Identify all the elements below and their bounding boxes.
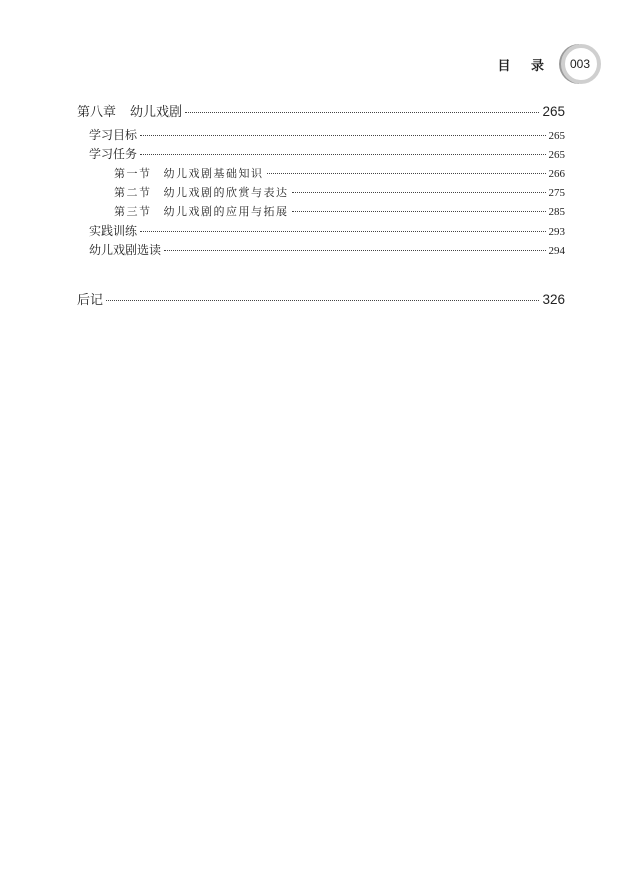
dot-leader: [164, 250, 545, 251]
subsection-page: 285: [548, 206, 565, 218]
toc-afterword-row[interactable]: [77, 289, 565, 308]
section-title: 学习任务: [89, 147, 138, 161]
toc-subsection-row[interactable]: [114, 184, 565, 200]
dot-leader: [140, 231, 545, 232]
subsection-label: 第三节: [114, 206, 152, 218]
dot-leader: [292, 211, 546, 212]
section-title: 幼儿戏剧选读: [89, 243, 162, 257]
subsection-page: 266: [548, 168, 565, 180]
toc-section-row[interactable]: [89, 126, 565, 143]
header-title: 目 录: [497, 58, 552, 74]
subsection-title: 幼儿戏剧的应用与拓展: [163, 206, 289, 218]
page-number: 003: [569, 57, 591, 71]
dot-leader: [185, 112, 539, 113]
dot-leader: [267, 173, 546, 174]
section-page: 294: [548, 245, 565, 257]
subsection-label: 第二节: [114, 187, 152, 199]
section-page: 293: [548, 226, 565, 238]
section-page: 265: [548, 130, 565, 142]
afterword-title: 后记: [77, 293, 104, 308]
toc-subsection-row[interactable]: [114, 203, 565, 219]
page-number-badge: [554, 42, 604, 86]
afterword-page: 326: [542, 292, 565, 307]
toc-subsection-row[interactable]: [114, 165, 565, 181]
toc-chapter-row[interactable]: [77, 101, 565, 120]
toc-section-row[interactable]: [89, 222, 565, 239]
chapter-title: 幼儿戏剧: [130, 105, 183, 120]
dot-leader: [140, 135, 545, 136]
dot-leader: [292, 192, 546, 193]
toc-section-row[interactable]: [89, 241, 565, 258]
dot-leader: [106, 300, 539, 301]
section-page: 265: [548, 149, 565, 161]
subsection-page: 275: [548, 187, 565, 199]
chapter-label: 第八章: [77, 105, 117, 120]
subsection-label: 第一节: [114, 168, 152, 180]
section-title: 学习目标: [89, 128, 138, 142]
running-header: [497, 42, 604, 86]
dot-leader: [140, 154, 545, 155]
subsection-title: 幼儿戏剧的欣赏与表达: [163, 187, 289, 199]
chapter-page: 265: [542, 104, 565, 119]
subsection-title: 幼儿戏剧基础知识: [163, 168, 264, 180]
toc-section-row[interactable]: [89, 145, 565, 162]
section-title: 实践训练: [89, 224, 138, 238]
